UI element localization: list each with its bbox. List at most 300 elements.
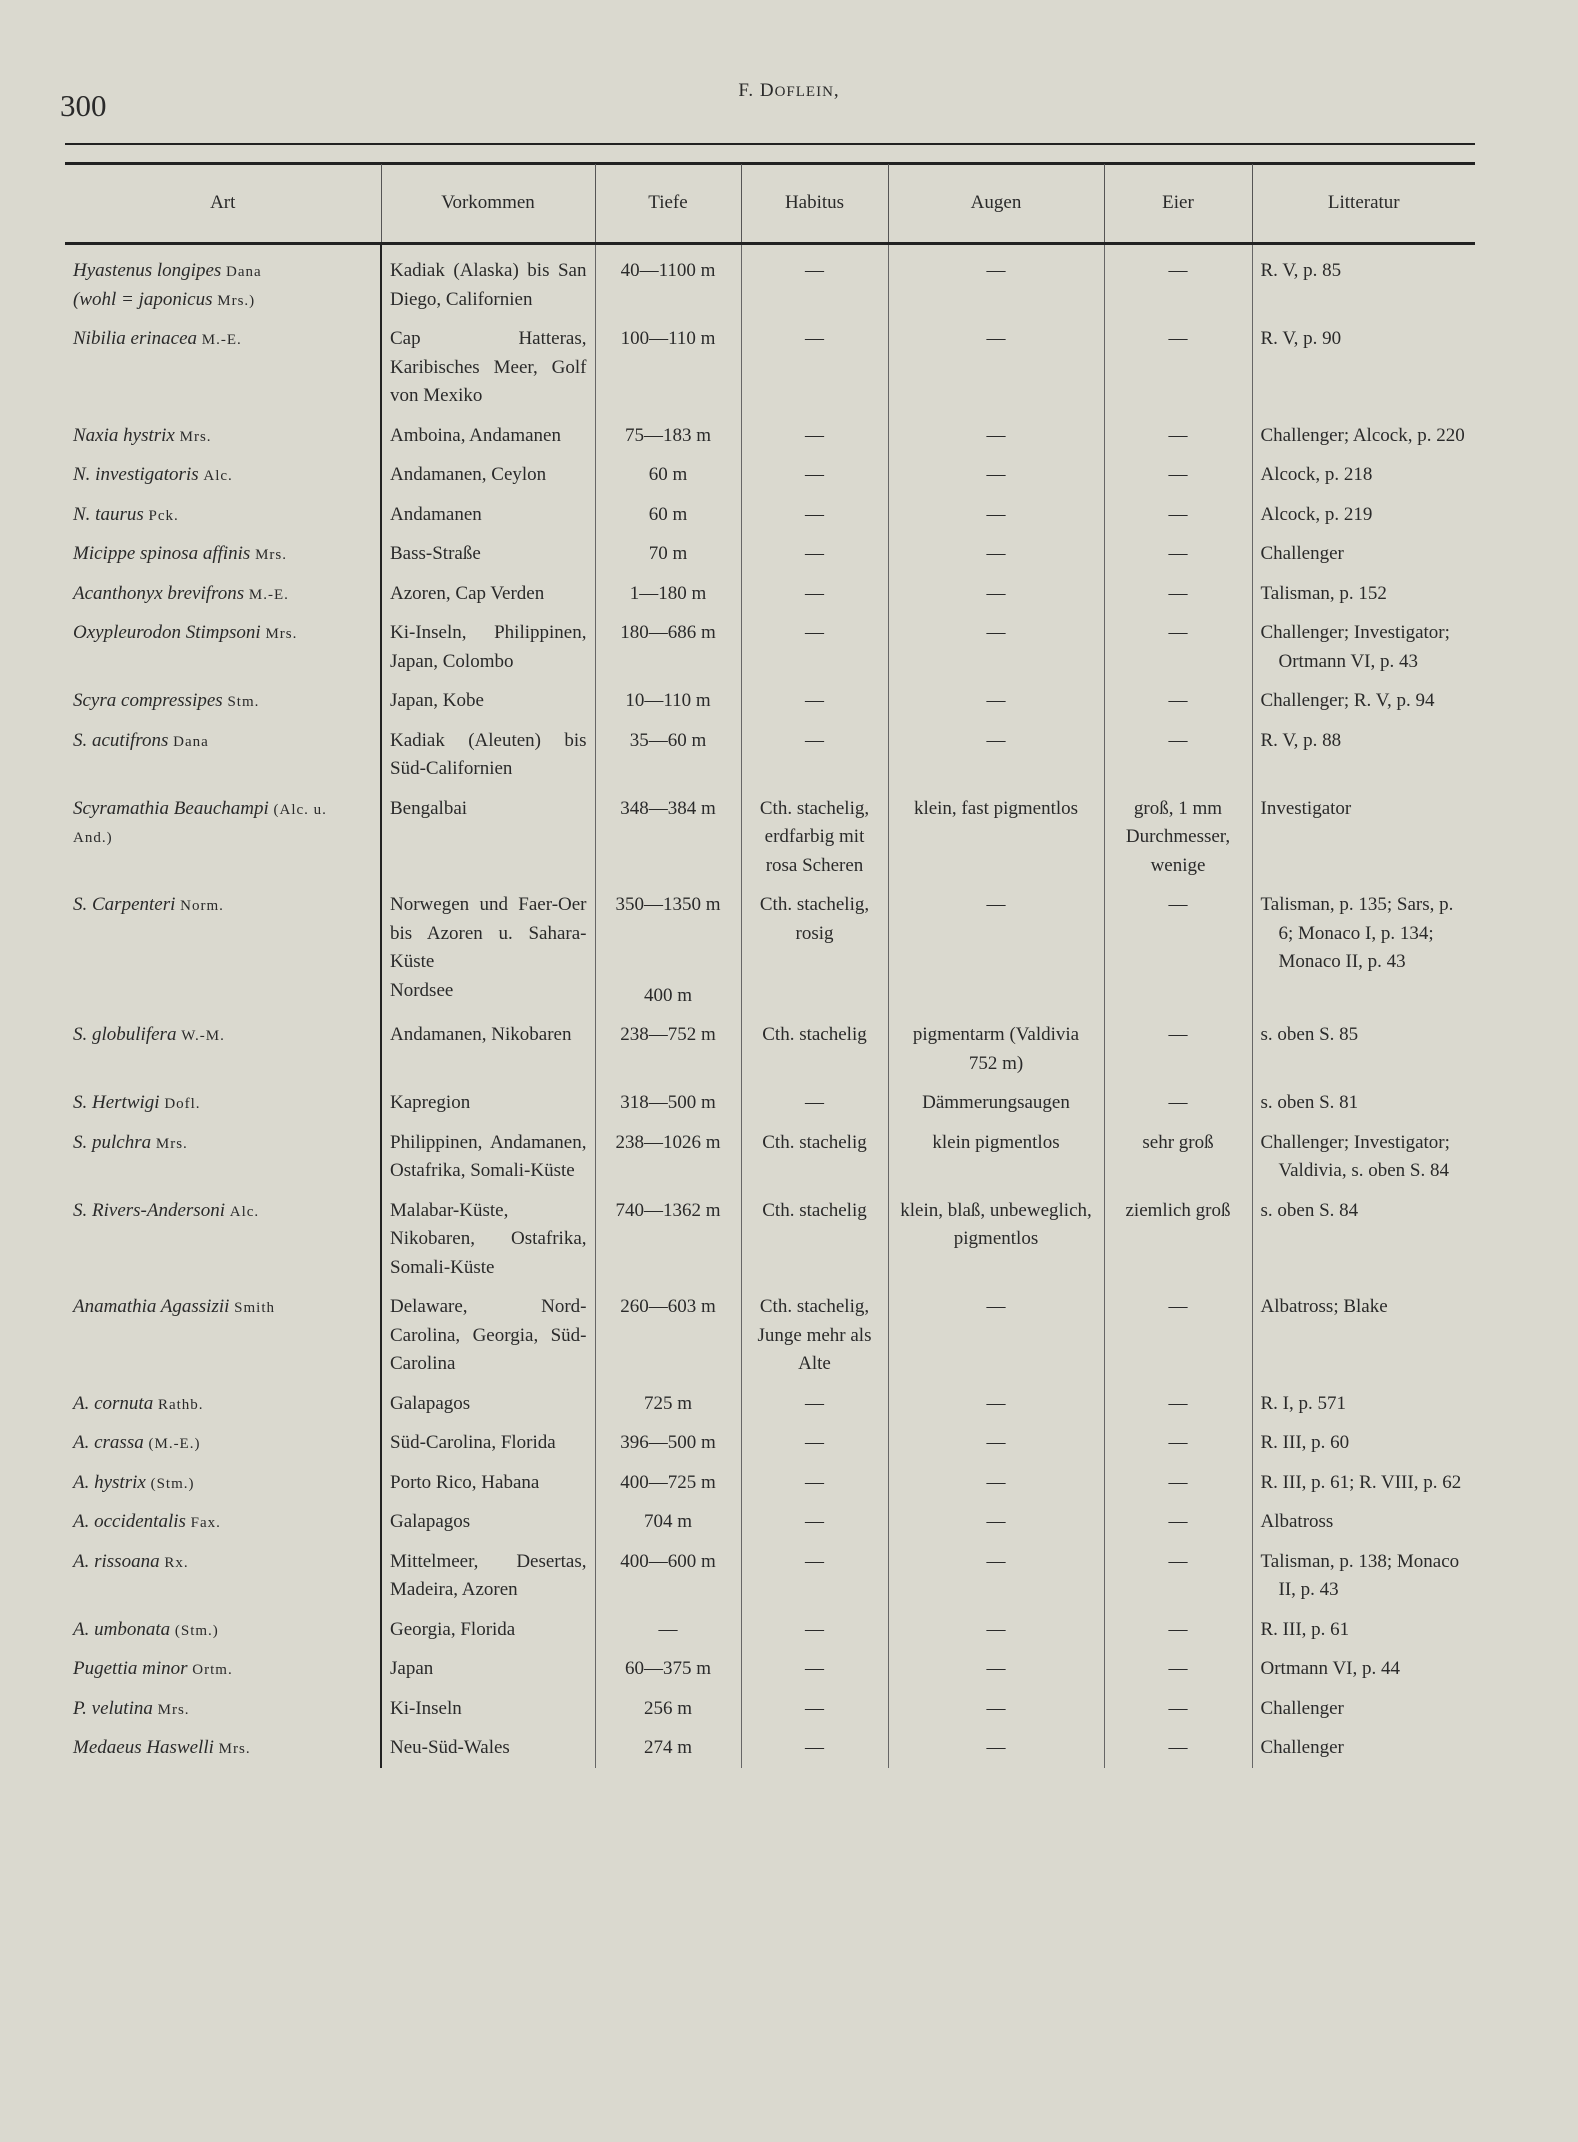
cell-art xyxy=(65,319,381,416)
vorkommen-text: Delaware, Nord-Carolina, Georgia, Süd-Carolina xyxy=(390,1296,587,1374)
cell-art xyxy=(65,534,381,574)
table-row xyxy=(65,885,1475,1015)
table-row xyxy=(65,1423,1475,1463)
cell-art xyxy=(65,1123,381,1191)
species-name: S. globulifera xyxy=(73,1024,177,1045)
cell-art xyxy=(65,1728,381,1768)
cell-tiefe xyxy=(595,1191,741,1288)
cell-augen: — xyxy=(888,244,1104,320)
cell-augen: — xyxy=(888,721,1104,789)
table-row xyxy=(65,1689,1475,1729)
cell-eier: — xyxy=(1104,495,1252,535)
cell-augen: klein, fast pigmentlos xyxy=(888,789,1104,886)
table-row xyxy=(65,1502,1475,1542)
cell-vorkommen xyxy=(381,1191,595,1288)
tiefe-text: 60 m xyxy=(648,503,688,525)
cell-litteratur: s. oben S. 84 xyxy=(1252,1191,1475,1288)
table-row xyxy=(65,1287,1475,1384)
running-head-smallcaps: OFLEIN xyxy=(774,84,834,100)
tiefe-text: 238—1026 m xyxy=(615,1131,721,1153)
cell-habitus: Cth. stachelig, erdfarbig mit rosa Scheren xyxy=(741,789,888,886)
cell-litteratur: Challenger; Investigator; Ortmann VI, p. 43 xyxy=(1252,613,1475,681)
top-rule-thin xyxy=(65,143,1475,145)
cell-litteratur: Challenger xyxy=(1252,1689,1475,1729)
species-author: Rx. xyxy=(164,1554,189,1571)
species-author: Mrs. xyxy=(155,1135,188,1152)
tiefe-text: 260—603 m xyxy=(620,1296,716,1317)
cell-litteratur: R. V, p. 85 xyxy=(1252,244,1475,320)
cell-tiefe xyxy=(595,1542,741,1610)
cell-tiefe xyxy=(595,534,741,574)
cell-habitus: — xyxy=(741,1083,888,1123)
tiefe-text: 318—500 m xyxy=(620,1092,716,1113)
species-author-paren: (Stm.) xyxy=(174,1622,219,1639)
vorkommen-text: Philippinen, Andamanen, Ostafrika, Somali-Küste xyxy=(390,1131,587,1181)
species-name: Acanthonyx brevifrons xyxy=(73,582,245,604)
cell-art xyxy=(65,1287,381,1384)
cell-augen: — xyxy=(888,1463,1104,1503)
cell-litteratur: Challenger; R. V, p. 94 xyxy=(1252,681,1475,721)
cell-vorkommen xyxy=(381,1083,595,1123)
cell-art xyxy=(65,1610,381,1650)
cell-art xyxy=(65,681,381,721)
species-name: P. velutina xyxy=(73,1697,153,1719)
cell-tiefe xyxy=(595,1423,741,1463)
cell-eier: — xyxy=(1104,416,1252,456)
species-author: Alc. xyxy=(203,468,233,484)
tiefe-text: 75—183 m xyxy=(624,424,712,446)
header-art: Art xyxy=(65,164,381,244)
table-row xyxy=(65,244,1475,320)
species-name: Naxia hystrix xyxy=(73,424,175,446)
cell-eier: — xyxy=(1104,1015,1252,1083)
running-head xyxy=(0,80,1578,102)
header-eier: Eier xyxy=(1104,164,1252,244)
species-author-paren: (Stm.) xyxy=(150,1475,195,1492)
cell-vorkommen xyxy=(381,1502,595,1542)
species-author: Ortm. xyxy=(192,1662,233,1678)
cell-habitus: — xyxy=(741,574,888,614)
cell-tiefe xyxy=(595,1649,741,1689)
cell-tiefe xyxy=(595,681,741,721)
cell-habitus: — xyxy=(741,244,888,320)
cell-art xyxy=(65,574,381,614)
species-name: Scyra compressipes xyxy=(73,690,223,711)
header-habitus: Habitus xyxy=(741,164,888,244)
vorkommen-text: Porto Rico, Habana xyxy=(390,1471,540,1493)
species-name: Scyramathia Beauchampi xyxy=(73,797,269,819)
cell-vorkommen xyxy=(381,613,595,681)
tiefe-text: 348—384 m xyxy=(620,797,716,819)
vorkommen-text: Norwegen und Faer-Oer bis Azoren u. Sahara-Küste xyxy=(390,894,587,972)
species-name: N. taurus xyxy=(73,503,144,525)
table-row xyxy=(65,495,1475,535)
cell-eier: — xyxy=(1104,885,1252,1015)
species-name: S. Carpenteri xyxy=(73,894,176,915)
cell-eier: — xyxy=(1104,1502,1252,1542)
cell-litteratur: R. III, p. 60 xyxy=(1252,1423,1475,1463)
species-synonym: (wohl = japonicus xyxy=(73,288,213,310)
species-author-paren: (Alc. u. And.) xyxy=(73,801,327,846)
cell-litteratur: Alcock, p. 219 xyxy=(1252,495,1475,535)
cell-eier: — xyxy=(1104,574,1252,614)
cell-vorkommen xyxy=(381,534,595,574)
table-row xyxy=(65,1610,1475,1650)
cell-augen: — xyxy=(888,681,1104,721)
cell-tiefe xyxy=(595,319,741,416)
cell-augen: — xyxy=(888,574,1104,614)
vorkommen-text: Amboina, Andamanen xyxy=(390,424,561,446)
cell-art xyxy=(65,789,381,886)
cell-vorkommen xyxy=(381,1423,595,1463)
vorkommen-text: Mittelmeer, Desertas, Madeira, Azoren xyxy=(390,1550,587,1600)
cell-habitus: — xyxy=(741,319,888,416)
cell-augen: — xyxy=(888,416,1104,456)
cell-eier: — xyxy=(1104,1423,1252,1463)
cell-art xyxy=(65,244,381,320)
cell-eier: — xyxy=(1104,1287,1252,1384)
vorkommen-text: Ki-Inseln xyxy=(390,1697,462,1719)
cell-augen: — xyxy=(888,534,1104,574)
vorkommen-text: Malabar-Küste, Nikobaren, Ostafrika, Somali-Küste xyxy=(390,1199,587,1278)
table-row xyxy=(65,1015,1475,1083)
species-name: S. Hertwigi xyxy=(73,1092,160,1113)
tiefe-text: 40—1100 m xyxy=(620,260,716,281)
cell-litteratur: Albatross xyxy=(1252,1502,1475,1542)
cell-litteratur: Challenger; Investigator; Valdivia, s. oben S. 84 xyxy=(1252,1123,1475,1191)
species-name: A. umbonata xyxy=(73,1618,171,1640)
tiefe-text: 274 m xyxy=(643,1737,693,1758)
vorkommen-text: Azoren, Cap Verden xyxy=(390,582,545,604)
cell-augen: — xyxy=(888,1610,1104,1650)
cell-eier: — xyxy=(1104,1649,1252,1689)
cell-augen: klein pigmentlos xyxy=(888,1123,1104,1191)
cell-augen: — xyxy=(888,1649,1104,1689)
cell-art xyxy=(65,885,381,1015)
vorkommen-text: Kadiak (Aleuten) bis Süd-Californien xyxy=(390,729,587,779)
cell-habitus: — xyxy=(741,1689,888,1729)
cell-eier: — xyxy=(1104,1083,1252,1123)
cell-habitus: Cth. stachelig, rosig xyxy=(741,885,888,1015)
species-name: A. crassa xyxy=(73,1432,144,1453)
cell-art xyxy=(65,495,381,535)
species-author: Fax. xyxy=(190,1515,221,1531)
tiefe-text: 740—1362 m xyxy=(615,1199,721,1221)
table-body xyxy=(65,244,1475,1768)
cell-habitus: — xyxy=(741,1423,888,1463)
species-author: Stm. xyxy=(227,694,260,710)
species-name: S. Rivers-Andersoni xyxy=(73,1199,225,1221)
tiefe-text: 10—110 m xyxy=(625,690,711,711)
species-synonym-author: Mrs.) xyxy=(217,292,256,309)
cell-tiefe xyxy=(595,1689,741,1729)
cell-art xyxy=(65,721,381,789)
species-name: A. cornuta xyxy=(73,1392,154,1414)
tiefe-text: 725 m xyxy=(643,1392,693,1414)
cell-tiefe xyxy=(595,1610,741,1650)
species-name: Micippe spinosa affinis xyxy=(73,543,251,564)
table-row xyxy=(65,534,1475,574)
species-name: Pugettia minor xyxy=(73,1658,188,1679)
vorkommen-text: Galapagos xyxy=(390,1392,471,1414)
vorkommen-text: Ki-Inseln, Philippinen, Japan, Colombo xyxy=(390,622,587,672)
cell-augen: — xyxy=(888,885,1104,1015)
species-author: W.-M. xyxy=(181,1028,225,1044)
cell-augen: — xyxy=(888,613,1104,681)
cell-litteratur: R. V, p. 88 xyxy=(1252,721,1475,789)
page-number: 300 xyxy=(60,88,107,123)
cell-eier: — xyxy=(1104,534,1252,574)
cell-eier: — xyxy=(1104,1689,1252,1729)
cell-eier: sehr groß xyxy=(1104,1123,1252,1191)
cell-tiefe xyxy=(595,455,741,495)
cell-litteratur: Investigator xyxy=(1252,789,1475,886)
vorkommen-text: Süd-Carolina, Florida xyxy=(390,1432,556,1453)
header-tiefe: Tiefe xyxy=(595,164,741,244)
cell-tiefe xyxy=(595,244,741,320)
cell-eier: — xyxy=(1104,681,1252,721)
cell-vorkommen xyxy=(381,574,595,614)
cell-tiefe xyxy=(595,1384,741,1424)
tiefe-text: 350—1350 m xyxy=(615,894,721,915)
cell-eier: — xyxy=(1104,613,1252,681)
cell-habitus: — xyxy=(741,681,888,721)
species-author: Pck. xyxy=(148,507,179,524)
running-head-suffix: , xyxy=(833,80,840,101)
cell-vorkommen xyxy=(381,1689,595,1729)
cell-eier: — xyxy=(1104,319,1252,416)
table-row xyxy=(65,319,1475,416)
cell-habitus: Cth. stachelig xyxy=(741,1191,888,1288)
vorkommen-text: Bengalbai xyxy=(390,797,468,819)
vorkommen-text: Galapagos xyxy=(390,1511,471,1532)
cell-augen: — xyxy=(888,1502,1104,1542)
species-author: M.-E. xyxy=(201,332,242,348)
species-author: Dana xyxy=(173,733,209,750)
cell-tiefe xyxy=(595,574,741,614)
cell-augen: — xyxy=(888,495,1104,535)
cell-eier: — xyxy=(1104,1384,1252,1424)
cell-eier: — xyxy=(1104,244,1252,320)
species-name: A. rissoana xyxy=(73,1550,160,1572)
cell-tiefe xyxy=(595,1287,741,1384)
table-row xyxy=(65,721,1475,789)
species-author: Alc. xyxy=(229,1203,260,1220)
cell-habitus: — xyxy=(741,1649,888,1689)
species-name: A. occidentalis xyxy=(73,1511,186,1532)
table-row xyxy=(65,1649,1475,1689)
cell-vorkommen xyxy=(381,1123,595,1191)
tiefe-text: 35—60 m xyxy=(629,729,707,751)
species-name: Anamathia Agassizii xyxy=(73,1296,230,1317)
cell-litteratur: R. III, p. 61 xyxy=(1252,1610,1475,1650)
header-augen: Augen xyxy=(888,164,1104,244)
tiefe-text: 100—110 m xyxy=(620,328,716,349)
cell-litteratur: Ortmann VI, p. 44 xyxy=(1252,1649,1475,1689)
cell-tiefe xyxy=(595,1123,741,1191)
cell-tiefe xyxy=(595,721,741,789)
cell-art xyxy=(65,1649,381,1689)
species-name: S. acutifrons xyxy=(73,729,169,751)
table-row xyxy=(65,613,1475,681)
cell-eier: — xyxy=(1104,1463,1252,1503)
cell-vorkommen xyxy=(381,1542,595,1610)
cell-litteratur: Challenger xyxy=(1252,1728,1475,1768)
species-name: A. hystrix xyxy=(73,1471,146,1493)
cell-vorkommen xyxy=(381,495,595,535)
species-author: Dofl. xyxy=(164,1096,201,1112)
cell-vorkommen xyxy=(381,1610,595,1650)
species-name: Hyastenus longipes xyxy=(73,260,222,281)
cell-litteratur: Talisman, p. 135; Sars, p. 6; Monaco I, p. 134; Monaco II, p. 43 xyxy=(1252,885,1475,1015)
species-author: Mrs. xyxy=(157,1701,190,1718)
header-vorkommen: Vorkommen xyxy=(381,164,595,244)
cell-habitus: — xyxy=(741,416,888,456)
cell-vorkommen xyxy=(381,681,595,721)
vorkommen-text: Neu-Süd-Wales xyxy=(390,1737,510,1758)
vorkommen-text: Kadiak (Alaska) bis San Diego, Californien xyxy=(390,260,587,310)
cell-eier: — xyxy=(1104,1728,1252,1768)
vorkommen-text: Kapregion xyxy=(390,1092,471,1113)
cell-tiefe xyxy=(595,495,741,535)
cell-habitus: — xyxy=(741,1728,888,1768)
species-author: Smith xyxy=(234,1300,276,1316)
cell-tiefe xyxy=(595,1015,741,1083)
table-row xyxy=(65,1191,1475,1288)
species-author: Mrs. xyxy=(179,428,212,445)
table-row xyxy=(65,681,1475,721)
cell-tiefe xyxy=(595,613,741,681)
cell-augen: — xyxy=(888,1384,1104,1424)
cell-augen: — xyxy=(888,1728,1104,1768)
species-name: N. investigatoris xyxy=(73,464,199,485)
cell-habitus: Cth. stachelig, Junge mehr als Alte xyxy=(741,1287,888,1384)
cell-tiefe xyxy=(595,1463,741,1503)
tiefe-text: 60 m xyxy=(648,464,688,485)
tiefe-text: 180—686 m xyxy=(620,622,716,643)
vorkommen-text: Cap Hatteras, Karibisches Meer, Golf von Mexiko xyxy=(390,328,587,406)
cell-habitus: — xyxy=(741,721,888,789)
cell-augen: — xyxy=(888,1287,1104,1384)
species-author: Norm. xyxy=(180,898,224,914)
cell-litteratur: R. III, p. 61; R. VIII, p. 62 xyxy=(1252,1463,1475,1503)
tiefe-text-2: 400 m xyxy=(643,984,693,1006)
cell-vorkommen xyxy=(381,1649,595,1689)
cell-vorkommen xyxy=(381,416,595,456)
cell-litteratur: s. oben S. 85 xyxy=(1252,1015,1475,1083)
species-name: Medaeus Haswelli xyxy=(73,1737,214,1758)
cell-eier: — xyxy=(1104,1542,1252,1610)
cell-art xyxy=(65,455,381,495)
cell-habitus: — xyxy=(741,1610,888,1650)
table-row xyxy=(65,1728,1475,1768)
cell-habitus: — xyxy=(741,455,888,495)
cell-augen: klein, blaß, unbeweglich, pigmentlos xyxy=(888,1191,1104,1288)
cell-vorkommen xyxy=(381,1015,595,1083)
cell-tiefe xyxy=(595,789,741,886)
cell-litteratur: Albatross; Blake xyxy=(1252,1287,1475,1384)
cell-vorkommen xyxy=(381,1287,595,1384)
vorkommen-text: Japan, Kobe xyxy=(390,690,484,711)
table-row xyxy=(65,789,1475,886)
cell-art xyxy=(65,1502,381,1542)
cell-augen: pigmentarm (Valdivia 752 m) xyxy=(888,1015,1104,1083)
cell-eier: — xyxy=(1104,721,1252,789)
table-row xyxy=(65,455,1475,495)
table-row xyxy=(65,1083,1475,1123)
tiefe-text: — xyxy=(658,1618,678,1640)
species-author: Mrs. xyxy=(255,547,287,563)
cell-tiefe xyxy=(595,1502,741,1542)
tiefe-text: 1—180 m xyxy=(629,582,707,604)
tiefe-text: 704 m xyxy=(643,1511,693,1532)
cell-vorkommen xyxy=(381,319,595,416)
cell-art xyxy=(65,1689,381,1729)
cell-habitus: — xyxy=(741,1502,888,1542)
cell-vorkommen xyxy=(381,1728,595,1768)
species-author: Mrs. xyxy=(218,1741,251,1757)
cell-habitus: — xyxy=(741,1542,888,1610)
cell-art xyxy=(65,1423,381,1463)
cell-litteratur: Talisman, p. 152 xyxy=(1252,574,1475,614)
species-name: Oxypleurodon Stimpsoni xyxy=(73,622,261,643)
cell-tiefe xyxy=(595,885,741,1015)
tiefe-text: 400—600 m xyxy=(620,1550,716,1572)
cell-art xyxy=(65,613,381,681)
cell-eier: groß, 1 mm Durchmesser, wenige xyxy=(1104,789,1252,886)
species-author-paren: (M.-E.) xyxy=(148,1436,201,1452)
table-row xyxy=(65,416,1475,456)
cell-art xyxy=(65,1083,381,1123)
table-row xyxy=(65,1384,1475,1424)
vorkommen-text: Andamanen, Ceylon xyxy=(390,464,547,485)
table-row xyxy=(65,574,1475,614)
vorkommen-text: Andamanen xyxy=(390,503,482,525)
cell-litteratur: R. V, p. 90 xyxy=(1252,319,1475,416)
cell-augen: Dämmerungsaugen xyxy=(888,1083,1104,1123)
species-table xyxy=(65,164,1475,1768)
cell-tiefe xyxy=(595,1728,741,1768)
header-row xyxy=(65,164,1475,244)
tiefe-text: 70 m xyxy=(648,543,688,564)
cell-litteratur: Talisman, p. 138; Monaco II, p. 43 xyxy=(1252,1542,1475,1610)
header-litteratur: Litteratur xyxy=(1252,164,1475,244)
species-author: Mrs. xyxy=(265,626,298,642)
cell-art xyxy=(65,1191,381,1288)
cell-vorkommen xyxy=(381,721,595,789)
table-row xyxy=(65,1463,1475,1503)
tiefe-text: 60—375 m xyxy=(624,1658,712,1679)
tiefe-text: 400—725 m xyxy=(620,1471,716,1493)
cell-habitus: — xyxy=(741,1384,888,1424)
cell-augen: — xyxy=(888,455,1104,495)
cell-augen: — xyxy=(888,319,1104,416)
table-row xyxy=(65,1542,1475,1610)
cell-litteratur: Challenger; Alcock, p. 220 xyxy=(1252,416,1475,456)
tiefe-text: 256 m xyxy=(643,1697,693,1719)
cell-habitus: — xyxy=(741,613,888,681)
cell-tiefe xyxy=(595,1083,741,1123)
cell-vorkommen xyxy=(381,1384,595,1424)
cell-litteratur: Alcock, p. 218 xyxy=(1252,455,1475,495)
species-author: Dana xyxy=(226,264,262,280)
cell-litteratur: R. I, p. 571 xyxy=(1252,1384,1475,1424)
cell-habitus: — xyxy=(741,495,888,535)
cell-art xyxy=(65,1463,381,1503)
species-author: M.-E. xyxy=(248,586,289,603)
running-head-initial: F. D xyxy=(738,80,775,101)
table-row xyxy=(65,1123,1475,1191)
